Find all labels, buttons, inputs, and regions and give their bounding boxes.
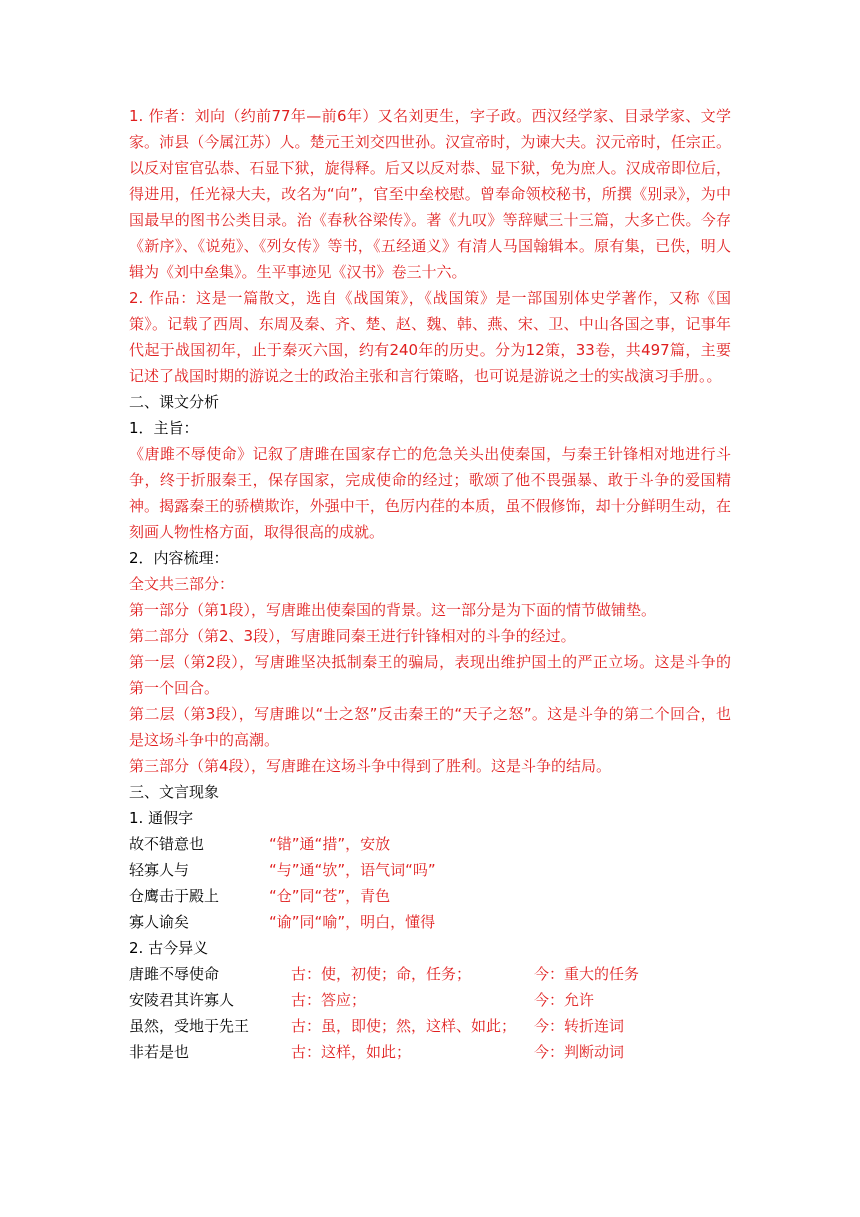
gujin-new-meaning: 今：重大的任务 <box>534 965 640 983</box>
tongjia-phrase: 寡人谕矣 <box>129 913 190 931</box>
section3-heading: 三、文言现象 <box>129 783 220 801</box>
gujin-phrase: 非若是也 <box>129 1043 190 1061</box>
gujin-old-meaning: 古：虽，即使；然，这样、如此； <box>291 1017 517 1035</box>
gujin-new-meaning: 今：判断动词 <box>534 1043 625 1061</box>
content-line: 第一部分（第1段），写唐雎出使秦国的背景。这一部分是为下面的情节做铺垫。 <box>129 601 657 619</box>
gujin-new-meaning: 今：转折连词 <box>534 1017 625 1035</box>
tongjia-phrase: 轻寡人与 <box>129 861 190 879</box>
gujin-old-meaning: 古：答应； <box>291 991 367 1009</box>
gujin-row <box>129 1039 731 1065</box>
tongjia-heading: 1. 通假字 <box>129 809 194 827</box>
gujin-row <box>129 1013 731 1039</box>
tongjia-row <box>129 857 731 883</box>
tongjia-row <box>129 883 731 909</box>
theme-heading: 1．主旨： <box>129 419 199 437</box>
content-line: 第一层（第2段），写唐雎坚决抵制秦王的骗局，表现出维护国土的严正立场。这是斗争的第一个回合。 <box>129 653 731 697</box>
document-page <box>129 103 731 1065</box>
gujin-old-meaning: 古：使，初使；命，任务； <box>291 965 472 983</box>
gujin-new-meaning: 今：允许 <box>534 991 595 1009</box>
theme-text: 《唐雎不辱使命》记叙了唐雎在国家存亡的危急关头出使秦国，与秦王针锋相对地进行斗争，终于折服秦王，保存国家，完成使命的经过；歌颂了他不畏强暴、敢于斗争的爱国精神。揭露秦王的骄横欺诈，外强中干，色厉内荏的本质，虽不假修饰，却十分鲜明生动，在刻画人物性格方面，取得很高的成就。 <box>129 445 731 541</box>
gujin-old-meaning: 古：这样，如此； <box>291 1043 412 1061</box>
gujin-heading: 2. 古今异义 <box>129 939 209 957</box>
gujin-row <box>129 987 731 1013</box>
gujin-phrase: 唐雎不辱使命 <box>129 965 220 983</box>
content-line: 第二部分（第2、3段），写唐雎同秦王进行针锋相对的斗争的经过。 <box>129 627 576 645</box>
work-paragraph: 2. 作品：这是一篇散文，选自《战国策》，《战国策》是一部国别体史学著作，又称《国策》。记载了西周、东周及秦、齐、楚、赵、魏、韩、燕、宋、卫、中山各国之事，记事年代起于战国初年，止于秦灭六国，约有240年的历史。分为12策，33卷，共497篇，主要记述了战国时期的游说之士的政治主张和言行策略，也可说是游说之士的实战演习手册。。 <box>129 289 731 385</box>
tongjia-note: “错”通“措”，安放 <box>269 835 391 853</box>
content-line: 第三部分（第4段），写唐雎在这场斗争中得到了胜利。这是斗争的结局。 <box>129 757 612 775</box>
gujin-phrase: 安陵君其许寡人 <box>129 991 235 1009</box>
tongjia-row <box>129 909 731 935</box>
section2-heading: 二、课文分析 <box>129 393 220 411</box>
content-line: 全文共三部分： <box>129 575 235 593</box>
content-line: 第二层（第3段），写唐雎以“士之怒”反击秦王的“天子之怒”。这是斗争的第二个回合，也是这场斗争中的高潮。 <box>129 705 731 749</box>
gujin-row <box>129 961 731 987</box>
content-heading: 2．内容梳理： <box>129 549 229 567</box>
tongjia-note: “谕”同“喻”，明白，懂得 <box>269 913 436 931</box>
author-paragraph: 1. 作者：刘向（约前77年—前6年）又名刘更生，字子政。西汉经学家、目录学家、文学家。沛县（今属江苏）人。楚元王刘交四世孙。汉宣帝时，为谏大夫。汉元帝时，任宗正。以反对宦官弘恭、石显下狱，旋得释。后又以反对恭、显下狱，免为庶人。汉成帝即位后，得进用，任光禄大夫，改名为“向”，官至中垒校慰。曾奉命领校秘书，所撰《别录》，为中国最早的图书公类目录。治《春秋谷梁传》。著《九叹》等辞赋三十三篇，大多亡佚。今存《新序》、《说苑》、《列女传》等书，《五经通义》有清人马国翰辑本。原有集，已佚，明人辑为《刘中垒集》。生平事迹见《汉书》卷三十六。 <box>129 107 731 281</box>
tongjia-row <box>129 831 731 857</box>
gujin-phrase: 虽然，受地于先王 <box>129 1017 250 1035</box>
tongjia-note: “与”通“欤”，语气词“吗” <box>269 861 436 879</box>
tongjia-phrase: 故不错意也 <box>129 835 205 853</box>
tongjia-phrase: 仓鹰击于殿上 <box>129 887 220 905</box>
tongjia-note: “仓”同“苍”，青色 <box>269 887 391 905</box>
